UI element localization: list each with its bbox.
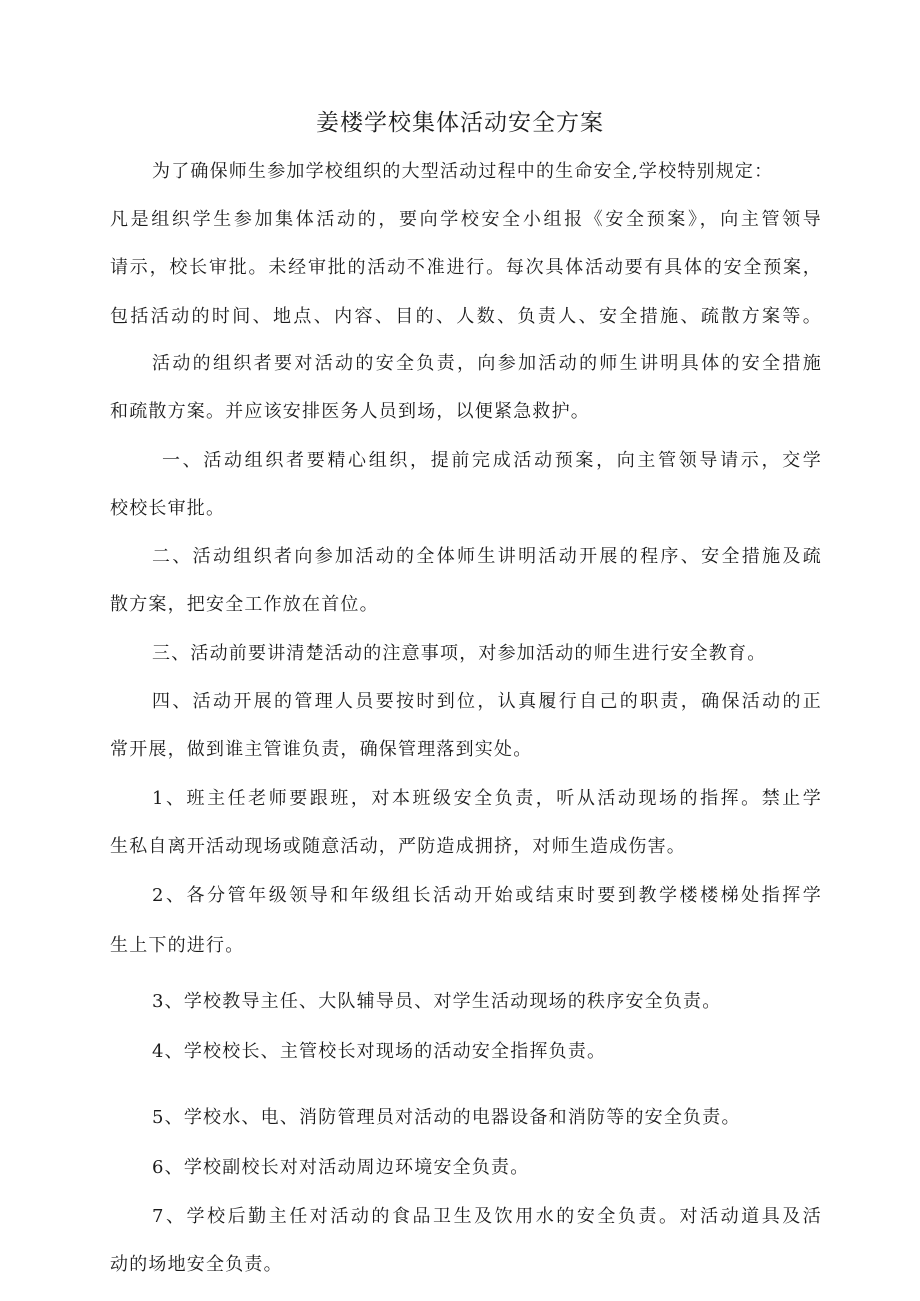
paragraph-line: 二、活动组织者向参加活动的全体师生讲明活动开展的程序、安全措施及疏 <box>152 546 822 567</box>
document-title: 姜楼学校集体活动安全方案 <box>316 110 604 136</box>
paragraph-line: 常开展，做到谁主管谁负责，确保管理落到实处。 <box>110 739 533 760</box>
paragraph-line: 2、各分管年级领导和年级组长活动开始或结束时要到教学楼楼梯处指挥学 <box>152 885 822 906</box>
paragraph-line: 四、活动开展的管理人员要按时到位，认真履行自己的职责，确保活动的正 <box>152 691 822 712</box>
paragraph-line: 7、学校后勤主任对活动的食品卫生及饮用水的安全负责。对活动道具及活 <box>152 1206 822 1227</box>
paragraph-line: 校校长审批。 <box>110 498 226 519</box>
paragraph-line: 6、学校副校长对对活动周边环境安全负责。 <box>152 1157 530 1178</box>
paragraph-line: 散方案，把安全工作放在首位。 <box>110 594 379 615</box>
paragraph-line: 为了确保师生参加学校组织的大型活动过程中的生命安全,学校特别规定： <box>152 161 774 182</box>
paragraph-line: 包括活动的时间、地点、内容、目的、人数、负责人、安全措施、疏散方案等。 <box>110 306 822 327</box>
paragraph-line: 一、活动组织者要精心组织，提前完成活动预案，向主管领导请示，交学 <box>162 450 822 471</box>
paragraph-line: 3、学校教导主任、大队辅导员、对学生活动现场的秩序安全负责。 <box>152 991 722 1012</box>
paragraph-line: 5、学校水、电、消防管理员对活动的电器设备和消防等的安全负责。 <box>152 1107 741 1128</box>
paragraph-line: 生上下的进行。 <box>110 935 245 956</box>
paragraph-line: 请示，校长审批。未经审批的活动不准进行。每次具体活动要有具体的安全预案， <box>110 257 822 278</box>
paragraph-line: 生私自离开活动现场或随意活动，严防造成拥挤，对师生造成伤害。 <box>110 836 686 857</box>
paragraph-line: 1、班主任老师要跟班，对本班级安全负责，听从活动现场的指挥。禁止学 <box>152 788 822 809</box>
paragraph-line: 4、学校校长、主管校长对现场的活动安全指挥负责。 <box>152 1041 607 1062</box>
paragraph-line: 动的场地安全负责。 <box>110 1254 283 1275</box>
paragraph-line: 三、活动前要讲清楚活动的注意事项，对参加活动的师生进行安全教育。 <box>152 643 767 664</box>
paragraph-line: 凡是组织学生参加集体活动的，要向学校安全小组报《安全预案》，向主管领导 <box>110 209 822 230</box>
paragraph-line: 活动的组织者要对活动的安全负责，向参加活动的师生讲明具体的安全措施 <box>152 353 822 374</box>
paragraph-line: 和疏散方案。并应该安排医务人员到场，以便紧急救护。 <box>110 401 590 422</box>
